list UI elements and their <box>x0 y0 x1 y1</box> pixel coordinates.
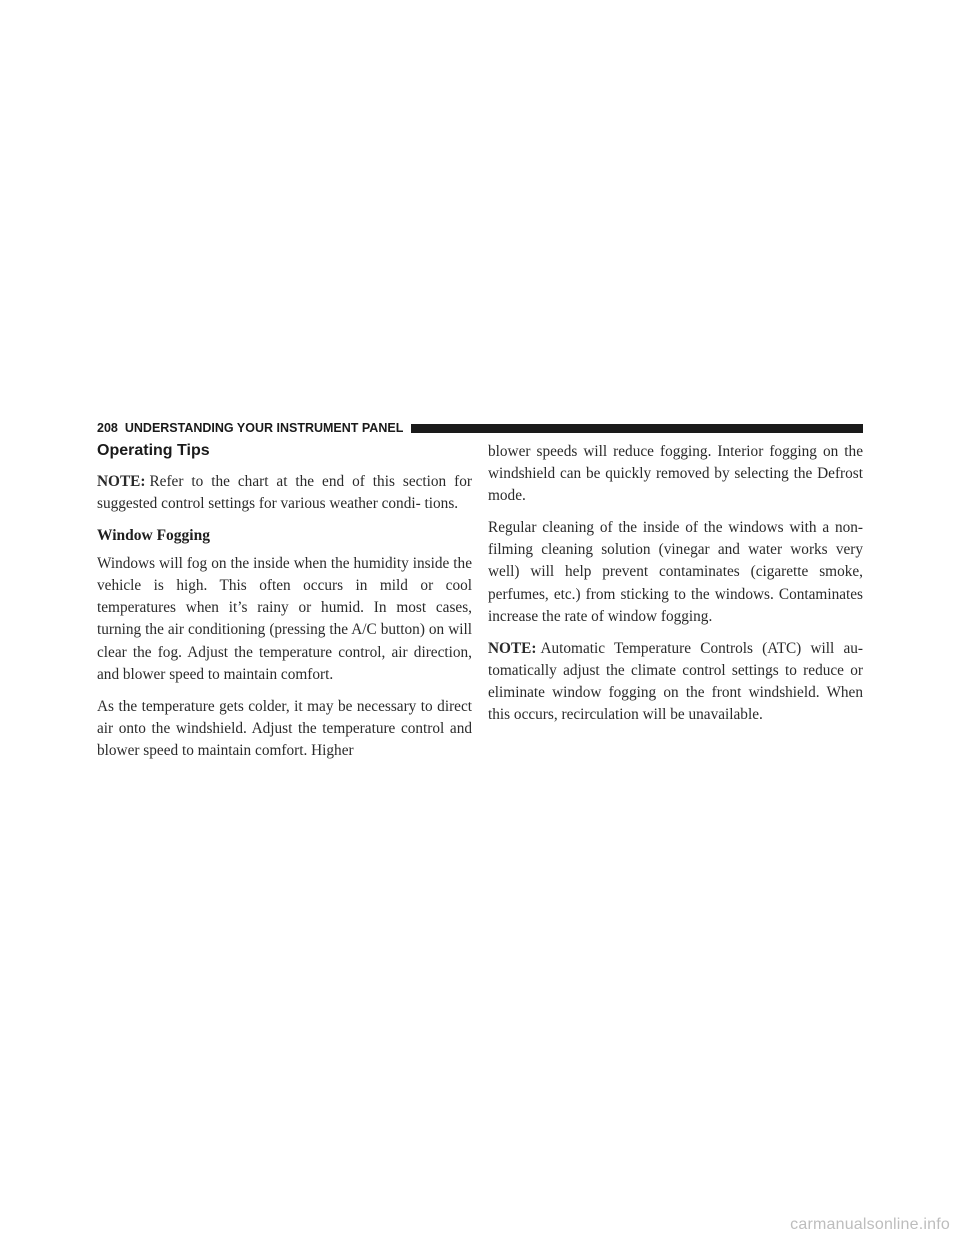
window-fogging-heading: Window Fogging <box>97 527 210 545</box>
atc-note-paragraph <box>488 638 863 726</box>
page-header <box>97 421 863 435</box>
page-number: 208 <box>97 421 118 435</box>
left-column <box>97 440 472 772</box>
note-label: NOTE: <box>488 639 537 657</box>
note-paragraph <box>97 471 472 515</box>
watermark: carmanualsonline.info <box>790 1216 950 1233</box>
blower-speed-paragraph: blower speeds will reduce fogging. Interior fogging on the windshield can be quickly removed by selecting the Defrost mode. <box>488 443 863 505</box>
note-text: Automatic Temperature Controls (ATC) will au- tomatically adjust the climate control settings to reduce or eliminate window fogging on the front windshield. When this occurs, recirculation will be unavailable. <box>488 639 863 724</box>
note-label: NOTE: <box>97 473 146 490</box>
section-title: UNDERSTANDING YOUR INSTRUMENT PANEL <box>124 421 404 435</box>
window-fogging-paragraph: Windows will fog on the inside when the humidity inside the vehicle is high. This often occurs in mild or cool temperatures when it’s rainy or humid. In most cases, turning the air conditioning (pressing the A/C button) on will clear the fog. Adjust the temperature control, air direction, and blower speed to maintain comfort. <box>97 555 472 683</box>
right-column <box>488 441 863 736</box>
window-cleaning-paragraph: Regular cleaning of the inside of the windows with a non-filming cleaning solution (vinegar and water works very well) will help prevent contaminates (cigarette smoke, perfumes, etc.) from sticking to the windows. Contaminates increase the rate of window fogging. <box>488 519 863 625</box>
note-text: Refer to the chart at the end of this section for suggested control settings for various weather condi- tions. <box>97 473 472 513</box>
header-rule <box>411 424 863 433</box>
colder-temperature-paragraph: As the temperature gets colder, it may be necessary to direct air onto the windshield. Adjust the temperature control and blower speed to maintain comfort. Higher <box>97 697 472 759</box>
operating-tips-heading: Operating Tips <box>97 442 210 459</box>
